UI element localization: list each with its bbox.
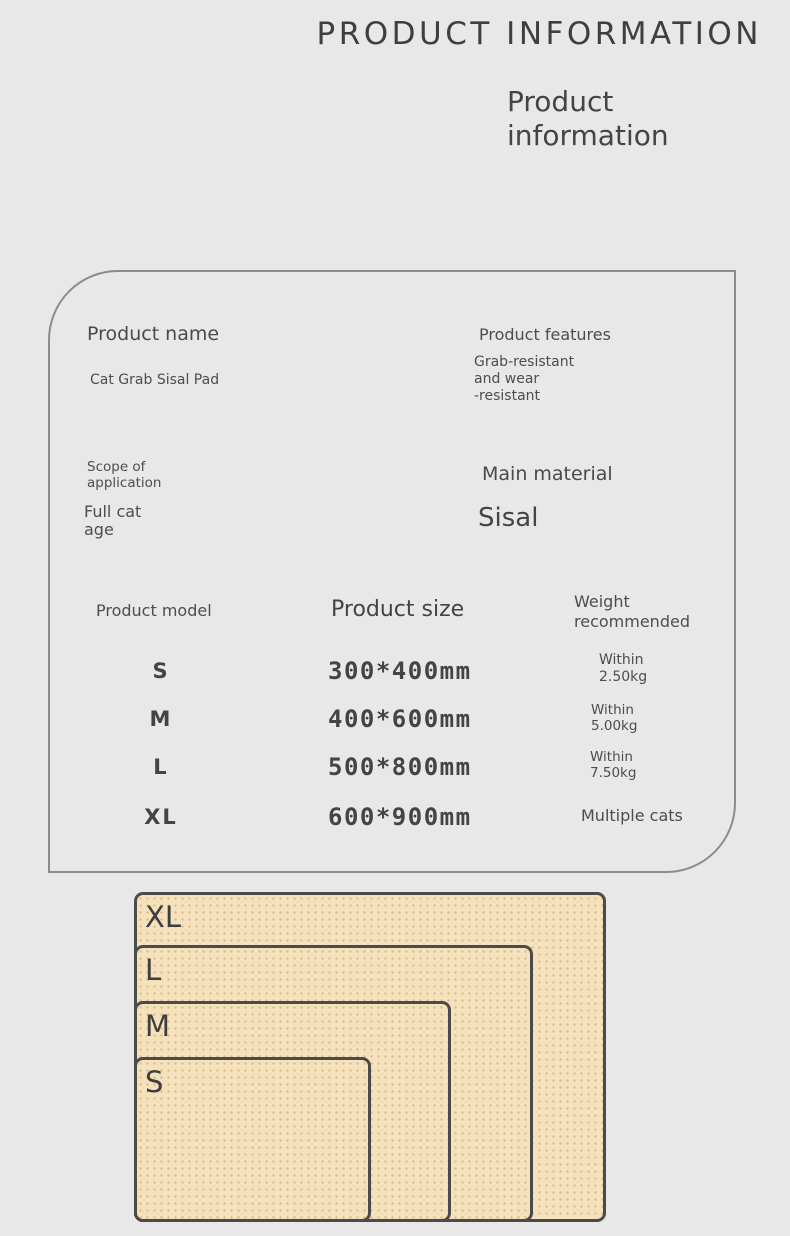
row-model-l: L — [153, 755, 169, 779]
scope-label: Scope of application — [87, 459, 162, 491]
product-name-value: Cat Grab Sisal Pad — [90, 372, 220, 388]
main-material-label: Main material — [482, 463, 613, 485]
mat-l-label: L — [145, 953, 162, 987]
row-model-m: M — [149, 707, 173, 731]
mat-xl-label: XL — [145, 900, 182, 934]
row-weight-xl: Multiple cats — [581, 806, 683, 825]
product-features-value: Grab-resistant and wear -resistant — [474, 354, 575, 404]
header-product-size: Product size — [331, 597, 465, 622]
main-material-value: Sisal — [478, 503, 539, 533]
product-info-card — [48, 270, 736, 873]
mat-m-label: M — [145, 1009, 171, 1043]
page-title: PRODUCT INFORMATION — [316, 16, 762, 52]
row-size-l: 500*800mm — [328, 753, 472, 781]
row-size-xl: 600*900mm — [328, 803, 472, 831]
scope-value: Full cat age — [84, 502, 142, 539]
page-subtitle: Product information — [507, 85, 669, 152]
header-product-model: Product model — [96, 601, 212, 620]
row-model-xl: XL — [144, 805, 178, 829]
header-weight-recommended: Weight recommended — [574, 592, 690, 631]
product-name-label: Product name — [87, 323, 220, 345]
row-weight-s: Within 2.50kg — [599, 652, 648, 685]
row-weight-l: Within 7.50kg — [590, 749, 637, 781]
mat-s-label: S — [145, 1065, 164, 1099]
product-features-label: Product features — [479, 325, 611, 344]
row-size-s: 300*400mm — [328, 657, 472, 685]
row-model-s: S — [152, 659, 170, 683]
mat-s — [134, 1057, 371, 1222]
row-weight-m: Within 5.00kg — [591, 702, 638, 734]
row-size-m: 400*600mm — [328, 705, 472, 733]
size-comparison-illustration — [134, 892, 606, 1222]
